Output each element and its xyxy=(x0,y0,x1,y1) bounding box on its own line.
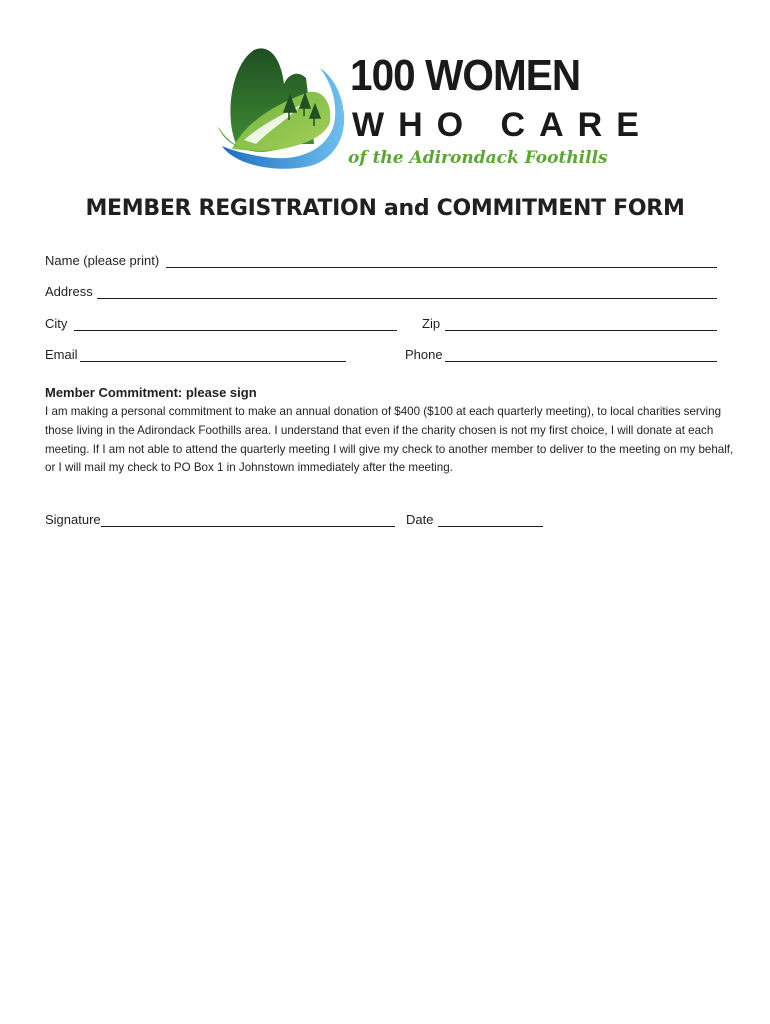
mountain-hands-logo-icon xyxy=(214,44,354,184)
date-label: Date xyxy=(406,512,434,527)
email-label: Email xyxy=(45,347,78,362)
commitment-text: I am making a personal commitment to make an annual donation of $400 ($100 at each quarterly meeting), to local charities serving those living in the Adirondack Foothills area. I understand that even if the charity chosen is not my first choice, I will donate at each meeting. If I am not able to attend the quarterly meeting I will give my check to another member to deliver to the meeting on my behalf, or I will mail my check to PO Box 1 in Johnstown immediately after the meeting. xyxy=(45,405,734,475)
date-field[interactable] xyxy=(438,526,543,527)
signature-label: Signature xyxy=(45,512,101,527)
logo-line-3: of the Adirondack Foothills xyxy=(348,148,608,168)
phone-label: Phone xyxy=(405,347,443,362)
logo-line-2: WHO CARE xyxy=(352,106,653,144)
address-label: Address xyxy=(45,284,93,299)
email-field[interactable] xyxy=(80,361,346,362)
logo-line-1: 100 WOMEN xyxy=(350,51,581,100)
name-field[interactable] xyxy=(166,267,717,268)
signature-field[interactable] xyxy=(101,526,395,527)
city-label: City xyxy=(45,316,68,331)
form-title: MEMBER REGISTRATION and COMMITMENT FORM xyxy=(85,196,685,221)
address-field[interactable] xyxy=(97,298,717,299)
zip-label: Zip xyxy=(422,316,441,331)
city-field[interactable] xyxy=(74,330,397,331)
commitment-heading: Member Commitment: please sign xyxy=(45,385,257,400)
logo xyxy=(214,44,653,184)
zip-field[interactable] xyxy=(445,330,717,331)
name-label: Name (please print) xyxy=(45,253,160,268)
phone-field[interactable] xyxy=(445,361,717,362)
